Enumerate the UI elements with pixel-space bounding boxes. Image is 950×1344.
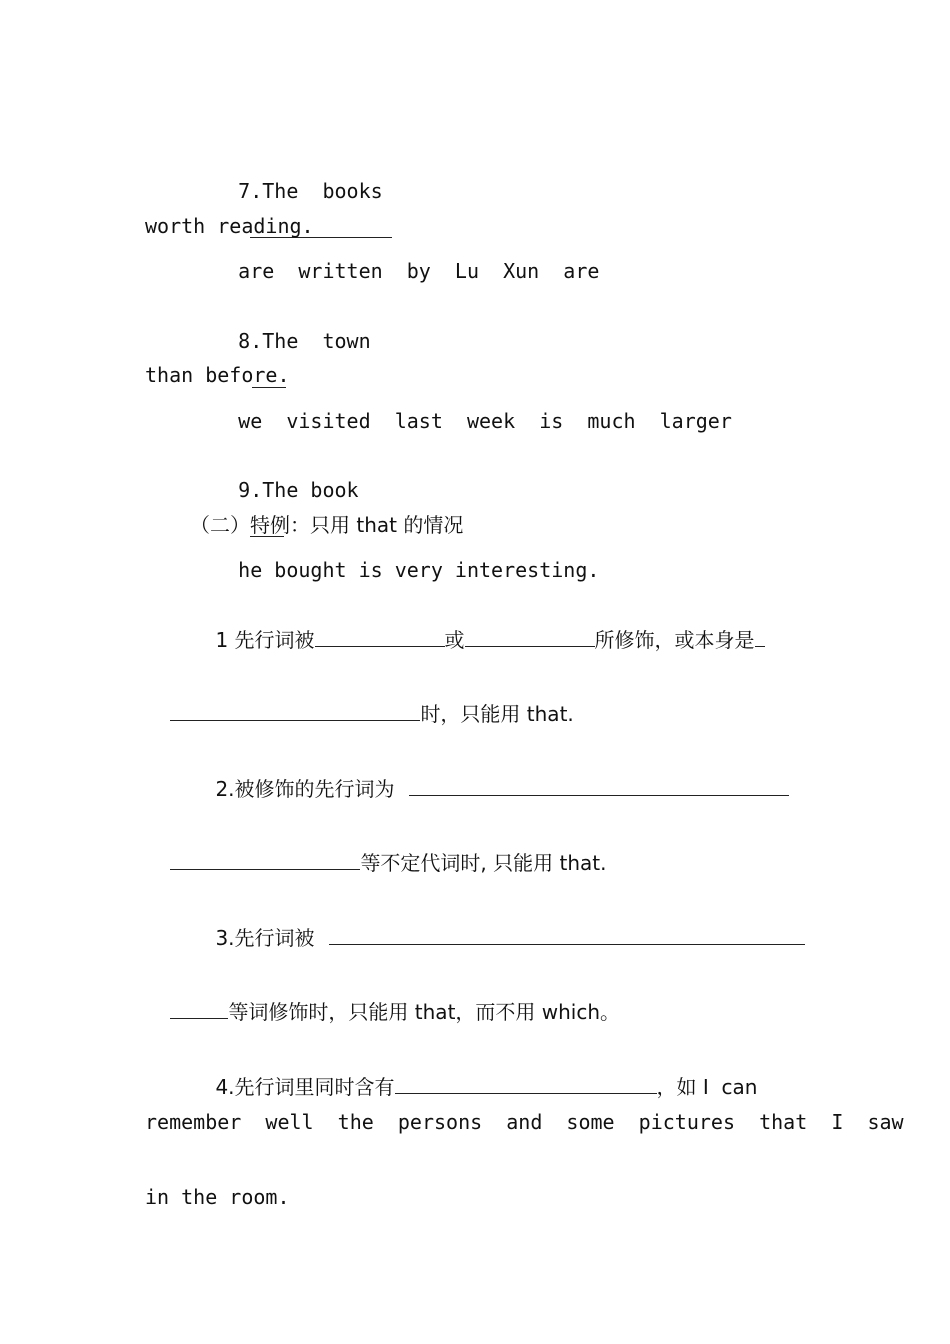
question-7-rest: are written by Lu Xun are xyxy=(238,259,600,283)
section-heading: （二）特例：只用 that 的情况 xyxy=(190,513,464,537)
rule-2-line-2 xyxy=(145,803,806,875)
question-9-start: 9.The book xyxy=(238,478,359,502)
answer-blank[interactable] xyxy=(465,622,595,647)
answer-blank[interactable] xyxy=(409,771,789,796)
rule-3-line-2 xyxy=(145,952,806,1024)
answer-blank[interactable] xyxy=(329,920,805,945)
answer-blank[interactable] xyxy=(755,622,765,647)
rule-4-line-2: remember well the persons and some pictures that I saw xyxy=(145,1110,904,1134)
rule-3-end: 等词修饰时，只能用 that，而不用 which。 xyxy=(228,1000,621,1024)
answer-blank[interactable] xyxy=(170,845,360,870)
rule-1-mid: 所修饰，或本身是 xyxy=(594,628,755,652)
rule-1-or: 或 xyxy=(444,628,465,652)
rule-1-line-1 xyxy=(190,580,806,652)
answer-blank[interactable] xyxy=(395,1069,657,1094)
answer-blank[interactable] xyxy=(315,622,445,647)
question-9-rest: he bought is very interesting. xyxy=(238,558,600,582)
rule-2-start: 2.被修饰的先行词为 xyxy=(215,777,395,801)
rule-4-line-1 xyxy=(190,1027,806,1099)
rule-4-line-3: in the room. xyxy=(145,1185,290,1209)
rule-1-start: 1 先行词被 xyxy=(215,628,315,652)
question-8-rest: we visited last week is much larger xyxy=(238,409,732,433)
question-8-line-2: than before. xyxy=(145,363,290,387)
rule-3-line-1 xyxy=(190,878,806,950)
rule-3-start: 3.先行词被 xyxy=(215,926,315,950)
rule-1-line-2 xyxy=(145,654,806,726)
rule-2-end: 等不定代词时, 只能用 that. xyxy=(360,851,607,875)
question-7-start: 7.The books xyxy=(238,179,383,203)
rule-2-line-1 xyxy=(190,729,806,801)
question-7-line-2: worth reading. xyxy=(145,214,314,238)
rule-4-start: 4.先行词里同时含有 xyxy=(215,1075,395,1099)
question-8-start: 8.The town xyxy=(238,329,371,353)
rule-4-example-start: ，如 I can xyxy=(656,1075,758,1099)
answer-blank[interactable] xyxy=(170,696,420,721)
rule-1-end: 时，只能用 that. xyxy=(420,702,574,726)
answer-blank[interactable] xyxy=(170,994,228,1019)
